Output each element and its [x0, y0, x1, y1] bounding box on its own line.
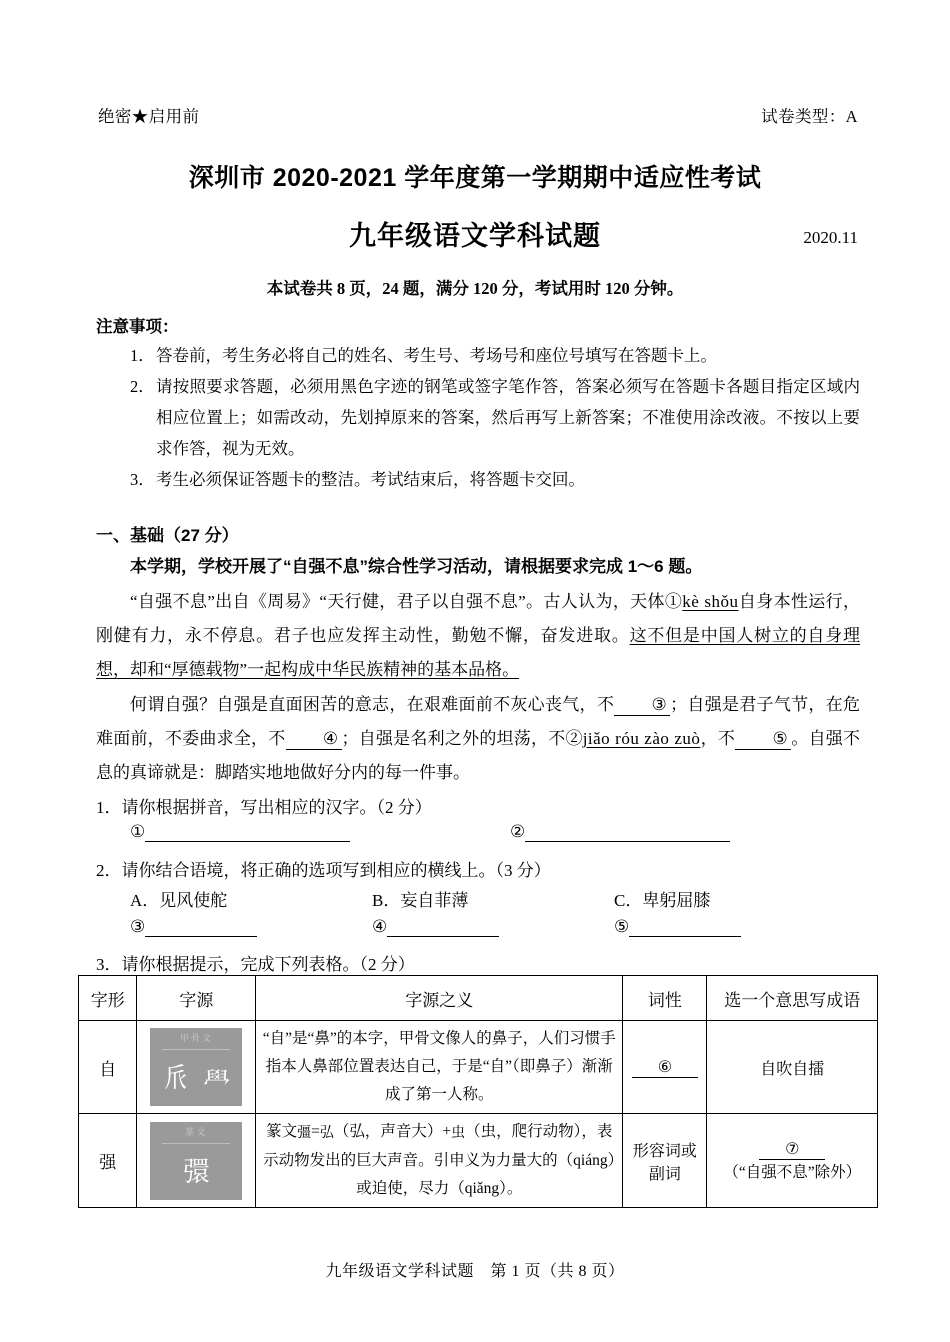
- glyph-mark-1: 彋: [182, 1156, 210, 1188]
- section-heading-basics: 一、基础（27 分）: [96, 526, 239, 545]
- answer-slot-5-line[interactable]: [629, 919, 741, 937]
- passage-p1-seg2: 自身本性运行，刚健有力，永不停息。君子也应发挥主动性，勤勉不懈，奋发进取。: [96, 592, 861, 645]
- answer-slot-4-line[interactable]: [387, 919, 499, 937]
- question-2: [96, 855, 860, 887]
- question-1-answer-row: [130, 822, 890, 842]
- answer-slot-4[interactable]: [372, 917, 614, 937]
- inline-blank-5[interactable]: ⑤: [735, 730, 791, 750]
- answer-slot-1[interactable]: [130, 822, 510, 842]
- row2-meaning-text: [256, 1114, 623, 1208]
- question-2-number: 2．: [96, 861, 122, 880]
- passage-p2-seg3: ；自强是名利之外的坦荡，不②: [341, 729, 583, 748]
- answer-slot-4-marker: ④: [372, 917, 388, 936]
- answer-slot-5-marker: ⑤: [614, 917, 630, 936]
- question-1-number: 1．: [96, 798, 122, 817]
- page-footer: 九年级语文学科试题 第 1 页（共 8 页）: [325, 1263, 625, 1280]
- notice-item-number: 1．: [130, 346, 155, 365]
- notice-item: [130, 464, 860, 495]
- question-1: [96, 792, 860, 824]
- pinyin-kè-shǒu: kè shǒu: [682, 592, 739, 611]
- inline-seal-glyph-1: 彊: [297, 1125, 312, 1141]
- notice-item-text: 请按照要求答题，必须用黑色字迹的钢笔或签字笔作答，答案必须写在答题卡各题目指定区域内相应位置上；如需改动，先划掉原来的答案，然后再写上新答案；不准使用涂改液。不按以上要求作答，视为无效。: [156, 377, 860, 458]
- glyph-mark-1: 𠂢: [162, 1063, 190, 1094]
- character-origin-table: [78, 975, 878, 1208]
- option-b[interactable]: B．妄自菲薄: [372, 891, 469, 910]
- answer-slot-3[interactable]: [130, 917, 372, 937]
- row2-meaning-mid1: （弘，声音大）+: [333, 1123, 452, 1140]
- question-3-text: 请你根据提示，完成下列表格。（2 分）: [121, 955, 415, 974]
- exam-subtitle: 九年级语文学科试题: [349, 221, 601, 251]
- row1-part-of-speech-cell[interactable]: [623, 1021, 707, 1114]
- notice-list: [130, 340, 860, 495]
- passage-paragraph-2: [96, 688, 860, 790]
- notice-item-text: 考生必须保证答题卡的整洁。考试结束后，将答题卡交回。: [156, 470, 585, 489]
- row2-idiom-note: （“自强不息”除外）: [723, 1164, 862, 1181]
- answer-slot-1-line[interactable]: [145, 824, 350, 842]
- oracle-bone-script-caption: 甲骨文: [179, 1033, 213, 1043]
- question-2-answer-row: [130, 917, 890, 937]
- table-row: [79, 1114, 878, 1208]
- paper-type-label: 试卷类型：A: [761, 107, 858, 126]
- exam-main-title: 深圳市 2020-2021 学年度第一学期期中适应性考试: [188, 164, 762, 192]
- passage-p1-underlined-sentence: 这不但是中国人树立的自身理想，却和“厚德载物”一起构成中华民族精神的基本品格。: [96, 626, 861, 679]
- answer-blank-6[interactable]: ⑥: [632, 1057, 698, 1078]
- answer-slot-5[interactable]: [614, 917, 856, 937]
- row1-meaning-text: “自”是“鼻”的本字，甲骨文像人的鼻子，人们习惯手指本人鼻部位置表达自己，于是“自”（即鼻子）渐渐成了第一人称。: [256, 1021, 623, 1114]
- table-header-part-of-speech: 词性: [623, 976, 707, 1021]
- row2-meaning-eq: =: [311, 1123, 320, 1140]
- section-intro: 本学期，学校开展了“自强不息”综合性学习活动，请根据要求完成 1～6 题。: [130, 557, 703, 576]
- option-c[interactable]: C．卑躬屈膝: [614, 891, 711, 910]
- row1-idiom-cell: 自吹自擂: [707, 1021, 878, 1114]
- table-header-idiom: 选一个意思写成语: [707, 976, 878, 1021]
- notice-item: [130, 340, 860, 371]
- table-header-row: [79, 976, 878, 1021]
- row2-glyph-image-cell: [137, 1114, 256, 1208]
- notice-item-number: 2．: [130, 377, 155, 396]
- seal-script-image: [150, 1122, 242, 1200]
- row1-character: 自: [79, 1021, 137, 1114]
- inline-seal-glyph-2: 弘: [319, 1125, 334, 1141]
- glyph-mark-2: 𦥯: [203, 1063, 231, 1094]
- table-header-source-meaning: 字源之义: [256, 976, 623, 1021]
- row2-part-of-speech-cell: 形容词或副词: [623, 1114, 707, 1208]
- inline-blank-4[interactable]: ④: [286, 730, 342, 750]
- answer-slot-2-line[interactable]: [525, 824, 730, 842]
- answer-slot-2[interactable]: [510, 822, 890, 842]
- option-a[interactable]: A．见风使舵: [130, 891, 228, 910]
- notice-item-text: 答卷前，考生务必将自己的姓名、考生号、考场号和座位号填写在答题卡上。: [156, 346, 717, 365]
- glyph-divider: [162, 1143, 230, 1144]
- passage-p2-seg4: ，不: [700, 729, 736, 748]
- inline-blank-3[interactable]: ③: [614, 696, 670, 716]
- notice-item: [130, 371, 860, 464]
- answer-slot-3-line[interactable]: [145, 919, 257, 937]
- table-header-glyph-source: 字源: [137, 976, 256, 1021]
- glyph-marks: [150, 1051, 242, 1106]
- notice-item-number: 3．: [130, 470, 155, 489]
- table-header-glyph-form: 字形: [79, 976, 137, 1021]
- question-3-number: 3．: [96, 955, 122, 974]
- answer-slot-2-marker: ②: [510, 822, 526, 841]
- glyph-divider: [162, 1049, 230, 1050]
- row2-idiom-cell[interactable]: [707, 1114, 878, 1208]
- seal-script-caption: 篆文: [185, 1126, 208, 1137]
- row1-glyph-image-cell: [137, 1021, 256, 1114]
- exam-date: 2020.11: [803, 228, 858, 247]
- question-2-text: 请你结合语境，将正确的选项写到相应的横线上。（3 分）: [121, 861, 551, 880]
- row2-meaning-mid2: （虫，爬行动物），表示动物发出的巨大声音。引申义为力量大的（qiáng）或迫使，尽力（qiǎng）。: [263, 1123, 616, 1197]
- answer-blank-7[interactable]: ⑦: [759, 1139, 825, 1160]
- question-1-text: 请你根据拼音，写出相应的汉字。（2 分）: [121, 798, 432, 817]
- answer-slot-3-marker: ③: [130, 917, 146, 936]
- pinyin-jiǎo-róu-zào-zuò: jiǎo róu zào zuò: [582, 729, 701, 748]
- glyph-marks: [150, 1145, 242, 1200]
- secret-label: 绝密★启用前: [98, 107, 200, 126]
- passage-paragraph-1: [96, 585, 860, 687]
- answer-slot-1-marker: ①: [130, 822, 146, 841]
- passage-p2-seg5: 。自强不息的真谛就是：脚踏实地地做好分内的每一件事。: [96, 729, 861, 782]
- oracle-bone-script-image: [150, 1028, 242, 1106]
- page-topbar: [98, 103, 858, 127]
- inline-seal-glyph-3: 虫: [451, 1125, 466, 1141]
- question-2-options: [130, 886, 890, 911]
- exam-info-line: 本试卷共 8 页，24 题，满分 120 分，考试用时 120 分钟。: [266, 279, 684, 298]
- table-row: [79, 1021, 878, 1114]
- passage-p1-seg1: “自强不息”出自《周易》“天行健，君子以自强不息”。古人认为，天体①: [130, 592, 683, 611]
- passage-p2-seg1: 何谓自强？自强是直面困苦的意志，在艰难面前不灰心丧气，不: [130, 695, 615, 714]
- row2-meaning-prefix: 篆文: [266, 1123, 298, 1140]
- notice-title: 注意事项：: [96, 318, 179, 336]
- row2-character: 强: [79, 1114, 137, 1208]
- passage-p2-seg2: ；自强是君子气节，在危难面前，不委曲求全，不: [96, 695, 861, 748]
